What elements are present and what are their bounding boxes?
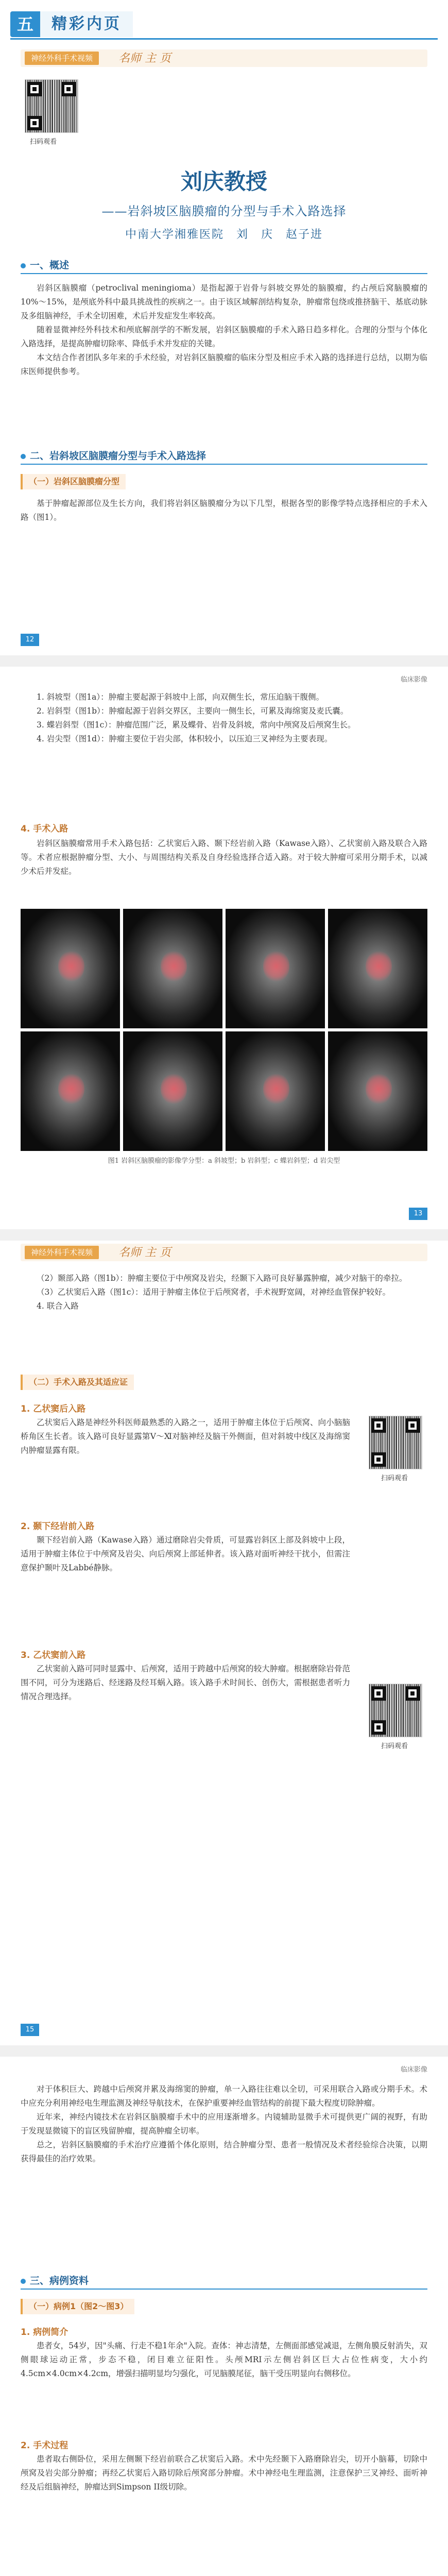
heading-text: 一、概述	[30, 260, 70, 271]
section-divider	[10, 38, 438, 40]
list-item: （3）乙状窦后入路（图1c）：适用于肿瘤主体位于后颅窝者，手术视野宽阔，对神经血管保护较好。	[37, 1287, 391, 1297]
figure-1-panel	[21, 909, 427, 1151]
list-item: 4. 岩尖型（图1d）：肿瘤主要位于岩尖部，体积较小，以压迫三叉神经为主要表现。	[37, 734, 333, 743]
mri-image	[328, 909, 427, 1028]
qr-corner	[405, 1418, 420, 1433]
qr-caption: 扫码观看	[30, 138, 57, 146]
mri-image	[123, 1031, 222, 1151]
qr-corner	[371, 1452, 386, 1467]
paragraph: 基于肿瘤起源部位及生长方向，我们将岩斜区脑膜瘤分为以下几型，根据各型的影像学特点选择相应的手术入路（图1）。	[21, 499, 427, 522]
page-number: 13	[409, 1208, 427, 1220]
page-separator	[0, 1229, 448, 1241]
paragraph: 颞下经岩前入路（Kawase入路）通过磨除岩尖骨质，可显露岩斜区上部及斜坡中上段，适用于肿瘤主体位于中颅窝及岩尖、向后颅窝上部延伸者。该入路对面听神经干扰小，但需注意保护颞叶及Labbé静脉。	[21, 1535, 350, 1572]
paragraph: 近年来，神经内镜技术在岩斜区脑膜瘤手术中的应用逐渐增多。内镜辅助显微手术可提供更广阔的视野，有助于发现显微镜下的盲区残留肿瘤，提高肿瘤全切率。	[21, 2112, 427, 2136]
paragraph: 患者取右侧卧位，采用左侧颞下经岩前联合乙状窦后入路。术中先经颞下入路磨除岩尖，切开小脑幕，切除中颅窝及岩尖部分肿瘤；再经乙状窦后入路切除后颅窝部分肿瘤。术中神经电生理监测，注意保护三叉神经、面听神经及后组脑神经，肿瘤达到Simpson II级切除。	[21, 2454, 427, 2492]
intro-text	[21, 281, 427, 379]
qr-corner	[27, 116, 42, 130]
case-text	[21, 2452, 427, 2494]
section-text	[21, 497, 427, 524]
section-heading-2	[21, 448, 427, 465]
paragraph: 岩斜区脑膜瘤常用手术入路包括：乙状窦后入路、颞下经岩前入路（Kawase入路）、乙状窦前入路及联合入路等。术者应根据肿瘤分型、大小、与周围结构关系及自身经验选择合适入路。对于较大肿瘤可采用分期手术，以减少术后并发症。	[21, 839, 427, 876]
article-subtitle: ——岩斜坡区脑膜瘤的分型与手术入路选择	[101, 204, 347, 218]
subsection-heading: 4. 手术入路	[21, 824, 68, 834]
heading-bullet	[21, 2279, 26, 2284]
paragraph: 岩斜区脑膜瘤（petroclival meningioma）是指起源于岩骨与斜坡交界处的脑膜瘤，约占颅后窝脑膜瘤的10%～15%，是颅底外科中最具挑战性的疾病之一。由于该区域解剖结构复杂，肿瘤常包绕或推挤脑干、基底动脉及多组脑神经，手术全切困难，术后并发症发生率较高。	[21, 283, 427, 320]
qr-caption: 扫码观看	[381, 1475, 408, 1482]
list-item: 2. 岩斜型（图1b）：肿瘤起源于岩斜交界区，主要向一侧生长，可累及海绵窦及麦氏囊。	[37, 706, 349, 716]
qr-corner	[371, 1418, 386, 1433]
list-item: 3. 蝶岩斜型（图1c）：肿瘤范围广泛，累及蝶骨、岩骨及斜坡，常向中颅窝及后颅窝生长。	[37, 720, 356, 730]
qr-code[interactable]	[369, 1684, 422, 1737]
mri-image	[328, 1031, 427, 1151]
qr-caption: 扫码观看	[381, 1742, 408, 1750]
page-4	[0, 2057, 448, 2576]
subsection-heading: （二）手术入路及其适应证	[21, 1375, 134, 1390]
page-header-right: 临床影像	[400, 2066, 427, 2074]
list-item: 1. 斜坡型（图1a）：肿瘤主要起源于斜坡中上部，向双侧生长，常压迫脑干腹侧。	[37, 692, 324, 702]
mri-image	[21, 1031, 120, 1151]
subsection-heading: （一）岩斜区脑膜瘤分型	[21, 474, 126, 489]
qr-corner	[371, 1720, 386, 1735]
band-script: 名师 主 页	[118, 1246, 171, 1259]
section-heading-1	[21, 258, 427, 274]
page-2	[0, 667, 448, 1228]
mri-image	[21, 909, 120, 1028]
section-badge: 五	[10, 11, 40, 37]
case-text	[21, 2339, 427, 2381]
page-separator	[0, 2045, 448, 2057]
section-text	[21, 837, 427, 878]
paragraph: 对于体积巨大、跨越中后颅窝并累及海绵窦的肿瘤，单一入路往往难以全切，可采用联合入路或分期手术。术中应充分利用神经电生理监测及神经导航技术，在保护重要神经血管结构的前提下最大程度切除肿瘤。	[21, 2084, 427, 2108]
summary-text	[21, 2082, 427, 2166]
figure-caption: 图1 岩斜区脑膜瘤的影像学分型：a 斜坡型；b 岩斜型；c 蝶岩斜型；d 岩尖型	[108, 1157, 340, 1165]
subsection-heading: 1. 乙状窦后入路	[21, 1404, 86, 1414]
section-text	[21, 1662, 350, 1704]
page-number: 12	[21, 634, 39, 646]
article-authors: 中南大学湘雅医院 刘 庆 赵子进	[125, 228, 323, 241]
qr-corner	[27, 82, 42, 96]
section-text	[21, 1416, 350, 1458]
paragraph: 乙状窦前入路可同时显露中、后颅窝，适用于跨越中后颅窝的较大肿瘤。根据磨除岩骨范围不同，可分为迷路后、经迷路及经耳蜗入路。该入路手术时间长、创伤大，需根据患者听力情况合理选择。	[21, 1664, 350, 1701]
qr-code[interactable]	[25, 79, 78, 133]
paragraph: 总之，岩斜区脑膜瘤的手术治疗应遵循个体化原则，结合肿瘤分型、患者一般情况及术者经验综合决策，以期获得最佳的治疗效果。	[21, 2140, 427, 2163]
page-header-right: 临床影像	[400, 676, 427, 684]
subsection-heading: 2. 颞下经岩前入路	[21, 1521, 95, 1532]
mri-image	[123, 909, 222, 1028]
page-1	[0, 46, 448, 654]
mri-image	[226, 1031, 325, 1151]
band-tag: 神经外科手术视频	[25, 1246, 99, 1259]
subsection-heading: 2. 手术过程	[21, 2441, 68, 2451]
section-title: 精彩内页	[40, 11, 133, 37]
band-script: 名师 主 页	[118, 52, 171, 65]
subsection-heading: 1. 病例简介	[21, 2327, 68, 2337]
approach-list	[21, 1272, 427, 1313]
qr-corner	[371, 1686, 386, 1701]
list-item: （2）颞部入路（图1b）：肿瘤主要位于中颅窝及岩尖，经颞下入路可良好暴露肿瘤，减少对脑干的牵拉。	[37, 1274, 407, 1283]
qr-corner	[405, 1686, 420, 1701]
paragraph: 随着显微神经外科技术和颅底解剖学的不断发展，岩斜区脑膜瘤的手术入路日趋多样化。合理的分型与个体化入路选择，是提高肿瘤切除率、降低手术并发症的关键。	[21, 325, 427, 348]
subsection-heading: 3. 乙状窦前入路	[21, 1650, 86, 1660]
list-item: 4. 联合入路	[37, 1301, 79, 1311]
heading-text: 三、病例资料	[30, 2275, 89, 2286]
qr-code[interactable]	[369, 1416, 422, 1469]
article-title: 刘庆教授	[180, 169, 267, 194]
qr-corner	[61, 82, 76, 96]
paragraph: 本文结合作者团队多年来的手术经验，对岩斜区脑膜瘤的临床分型及相应手术入路的选择进行总结，以期为临床医师提供参考。	[21, 353, 427, 376]
page-3	[0, 1241, 448, 2044]
type-list	[21, 690, 427, 746]
page-separator	[0, 655, 448, 667]
heading-bullet	[21, 263, 26, 268]
paragraph: 患者女，54岁，因"头痛、行走不稳1年余"入院。查体：神志清楚，左侧面部感觉减退，左侧角膜反射消失，双侧眼球运动正常，步态不稳，闭目难立征阳性。头颅MRI示左侧岩斜区巨大占位性病变，大小约4.5cm×4.0cm×4.2cm，增强扫描明显均匀强化，可见脑膜尾征，脑干受压明显向右侧移位。	[21, 2341, 427, 2378]
mri-image	[226, 909, 325, 1028]
subsection-heading: （一）病例1（图2～图3）	[21, 2299, 134, 2314]
heading-bullet	[21, 454, 26, 459]
heading-text: 二、岩斜坡区脑膜瘤分型与手术入路选择	[30, 450, 206, 462]
page-number: 15	[21, 2024, 39, 2036]
section-text	[21, 1533, 350, 1575]
paragraph: 乙状窦后入路是神经外科医师最熟悉的入路之一，适用于肿瘤主体位于后颅窝、向小脑脑桥角区生长者。该入路可良好显露第Ⅴ～Ⅺ对脑神经及脑干外侧面，但对斜坡中线区及海绵窦内肿瘤显露有限。	[21, 1418, 350, 1455]
band-tag: 神经外科手术视频	[25, 52, 99, 65]
section-heading-3	[21, 2273, 427, 2290]
